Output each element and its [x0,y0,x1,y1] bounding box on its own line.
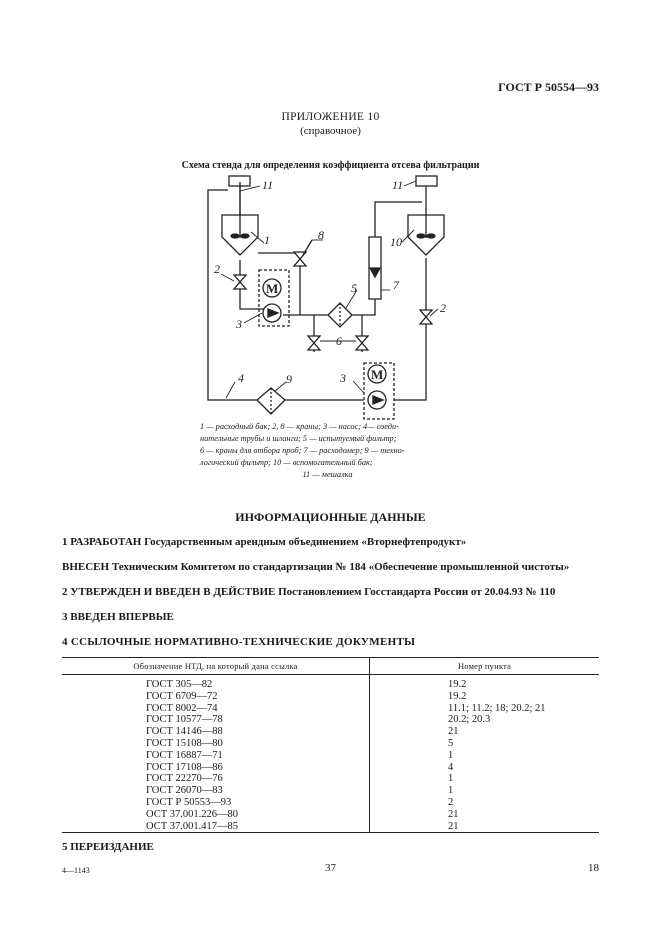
table-row [62,821,599,833]
clause-number: 20.2; 20.3 [448,714,491,726]
agitator-icon [231,186,435,238]
clause-number: 1 [448,785,454,797]
svg-text:2: 2 [440,301,446,315]
table-row [62,785,599,797]
appendix-title: ПРИЛОЖЕНИЕ 10 [281,111,380,123]
clause-number: 11.1; 11.2; 18; 20.2; 21 [448,702,546,714]
svg-text:11: 11 [392,178,404,192]
clause-number: 21 [448,808,459,820]
para-first-intro: 3 ВВЕДЕН ВПЕРВЫЕ [62,611,174,623]
para-developed: 1 РАЗРАБОТАН Государственным арендным объединением «Вторнефтепродукт» [62,536,467,548]
clause-number: 21 [370,821,600,833]
diagram-legend [200,421,455,481]
svg-text:2: 2 [214,262,220,276]
table-row [62,691,599,703]
svg-text:11: 11 [262,178,274,192]
para-reissue: 5 ПЕРЕИЗДАНИЕ [62,841,154,853]
flow-meter [369,237,381,299]
document-designation: ГОСТ 14146—88 [62,726,370,738]
clause-number: 2 [448,796,454,808]
svg-text:7: 7 [393,278,399,292]
document-designation: ГОСТ 305—82 [62,675,370,691]
svg-text:9: 9 [286,372,292,386]
svg-text:5: 5 [351,281,357,295]
clause-number: 5 [448,737,454,749]
clause-number: 1 [448,749,454,761]
clause-number: 21 [448,726,459,738]
table-header [62,658,599,675]
svg-text:1: 1 [264,233,270,247]
para-introduced: ВНЕСЕН Техническим Комитетом по стандартизации № 184 «Обеспечение промышленной чистоты» [62,561,570,573]
footer-sheet-number: 37 [325,862,336,874]
table-row [62,750,599,762]
clause-number: 1 [448,773,454,785]
svg-text:4: 4 [238,371,244,385]
legend-line: 11 — мешалка [302,470,353,479]
footer-page-number: 18 [588,862,599,874]
document-designation: ГОСТ 22270—76 [62,773,370,785]
legend-line: логический фильтр; 10 — вспомогательный бак; [200,458,373,467]
table-row [62,675,599,691]
svg-text:M: M [266,281,279,296]
document-designation: ОСТ 37.001.417—85 [62,821,370,833]
legend-line: 1 — расходный бак; 2, 8 — краны; 3 — насос; 4— соеди- [200,422,399,431]
svg-text:8: 8 [318,228,324,242]
document-designation: ГОСТ 16887—71 [62,750,370,762]
diagram-labels [214,178,446,386]
document-designation: ОСТ 37.001.226—80 [62,809,370,821]
table-row [62,738,599,750]
document-designation: ГОСТ 15108—80 [62,738,370,750]
clause-number: 19.2 [448,690,467,702]
document-designation: ГОСТ 17108—86 [62,762,370,774]
legend-line: 6 — краны для отбора проб; 7 — расходомер; 9 — техно- [200,446,405,455]
legend-line: нительные трубы и шланги; 5 — испытуемый фильтр; [200,434,397,443]
test-filter [328,303,352,327]
table-row [62,797,599,809]
footer-print-code: 4—1143 [62,866,90,875]
para-approved: 2 УТВЕРЖДЕН И ВВЕДЕН В ДЕЙСТВИЕ Постановлением Госстандарта России от 20.04.93 № 110 [62,586,556,598]
scheme-title: Схема стенда для определения коэффициента отсева фильтрации [181,160,480,171]
document-designation: ГОСТ 10577—78 [62,714,370,726]
references-table [62,657,599,833]
svg-text:3: 3 [340,371,346,385]
svg-text:6: 6 [336,334,342,348]
col-header-clause: Номер пункта [370,658,600,675]
clause-number: 4 [448,761,454,773]
col-header-document: Обозначение НТД, на который дана ссылка [62,658,370,675]
para-references: 4 ССЫЛОЧНЫЕ НОРМАТИВНО-ТЕХНИЧЕСКИЕ ДОКУМЕНТЫ [62,636,416,648]
document-designation: ГОСТ 26070—83 [62,785,370,797]
table-row [62,703,599,715]
table-row [62,809,599,821]
svg-text:3: 3 [236,317,242,331]
table-row [62,726,599,738]
table-row [62,714,599,726]
document-designation: ГОСТ 8002—74 [62,703,370,715]
svg-text:M: M [371,367,384,382]
process-filter [257,388,285,414]
appendix-subtitle: (справочное) [300,125,361,137]
table-row [62,773,599,785]
document-designation: ГОСТ 6709—72 [62,691,370,703]
info-title: ИНФОРМАЦИОННЫЕ ДАННЫЕ [235,510,426,524]
valve-icon [234,252,432,350]
table-row [62,762,599,774]
document-code: ГОСТ Р 50554—93 [498,80,599,94]
document-designation: ГОСТ Р 50553—93 [62,797,370,809]
clause-number: 19.2 [448,679,467,690]
svg-text:10: 10 [390,235,402,249]
